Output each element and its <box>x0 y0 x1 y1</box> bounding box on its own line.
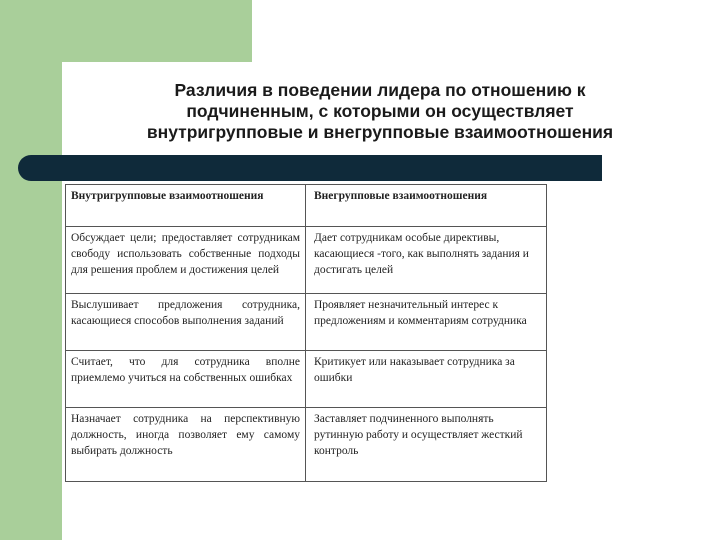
table-cell-ingroup: Считает, что для сотрудника вполне приемлемо учиться на собственных ошибках <box>66 351 306 408</box>
table-header-row <box>66 185 546 227</box>
title-line-2: подчиненным, с которыми он осуществляет <box>186 101 574 121</box>
table-row <box>66 408 546 481</box>
decor-dark-bar <box>18 155 602 181</box>
title-line-1: Различия в поведении лидера по отношению к <box>174 80 586 100</box>
decor-green-strip <box>0 0 62 540</box>
title-line-3: внутригрупповые и внегрупповые взаимоотношения <box>146 122 614 142</box>
table-row <box>66 351 546 408</box>
header-outgroup: Внегрупповые взаимоотношения <box>306 185 546 227</box>
comparison-table <box>65 184 547 482</box>
table-cell-ingroup: Обсуждает цели; предоставляет сотрудникам свободу использовать собственные подходы для решения проблем и достижения целей <box>66 227 306 294</box>
table-cell-outgroup: Критикует или наказывает сотрудника за ошибки <box>306 351 546 408</box>
table-cell-outgroup: Проявляет незначительный интерес к предложениям и комментариям сотрудника <box>306 294 546 351</box>
table-cell-ingroup: Назначает сотрудника на перспективную должность, иногда позволяет ему самому выбирать должность <box>66 408 306 481</box>
table-cell-ingroup: Выслушивает предложения сотрудника, касающиеся способов выполнения заданий <box>66 294 306 351</box>
table-row <box>66 227 546 294</box>
slide-title <box>90 80 670 143</box>
table-row <box>66 294 546 351</box>
table-cell-outgroup: Заставляет подчиненного выполнять рутинную работу и осуществляет жесткий контроль <box>314 413 523 457</box>
table-cell-outgroup: Дает сотрудникам особые директивы, касающиеся -того, как выполнять задания и достигать целей <box>306 227 546 294</box>
header-ingroup: Внутригрупповые взаимоотношения <box>66 185 306 227</box>
